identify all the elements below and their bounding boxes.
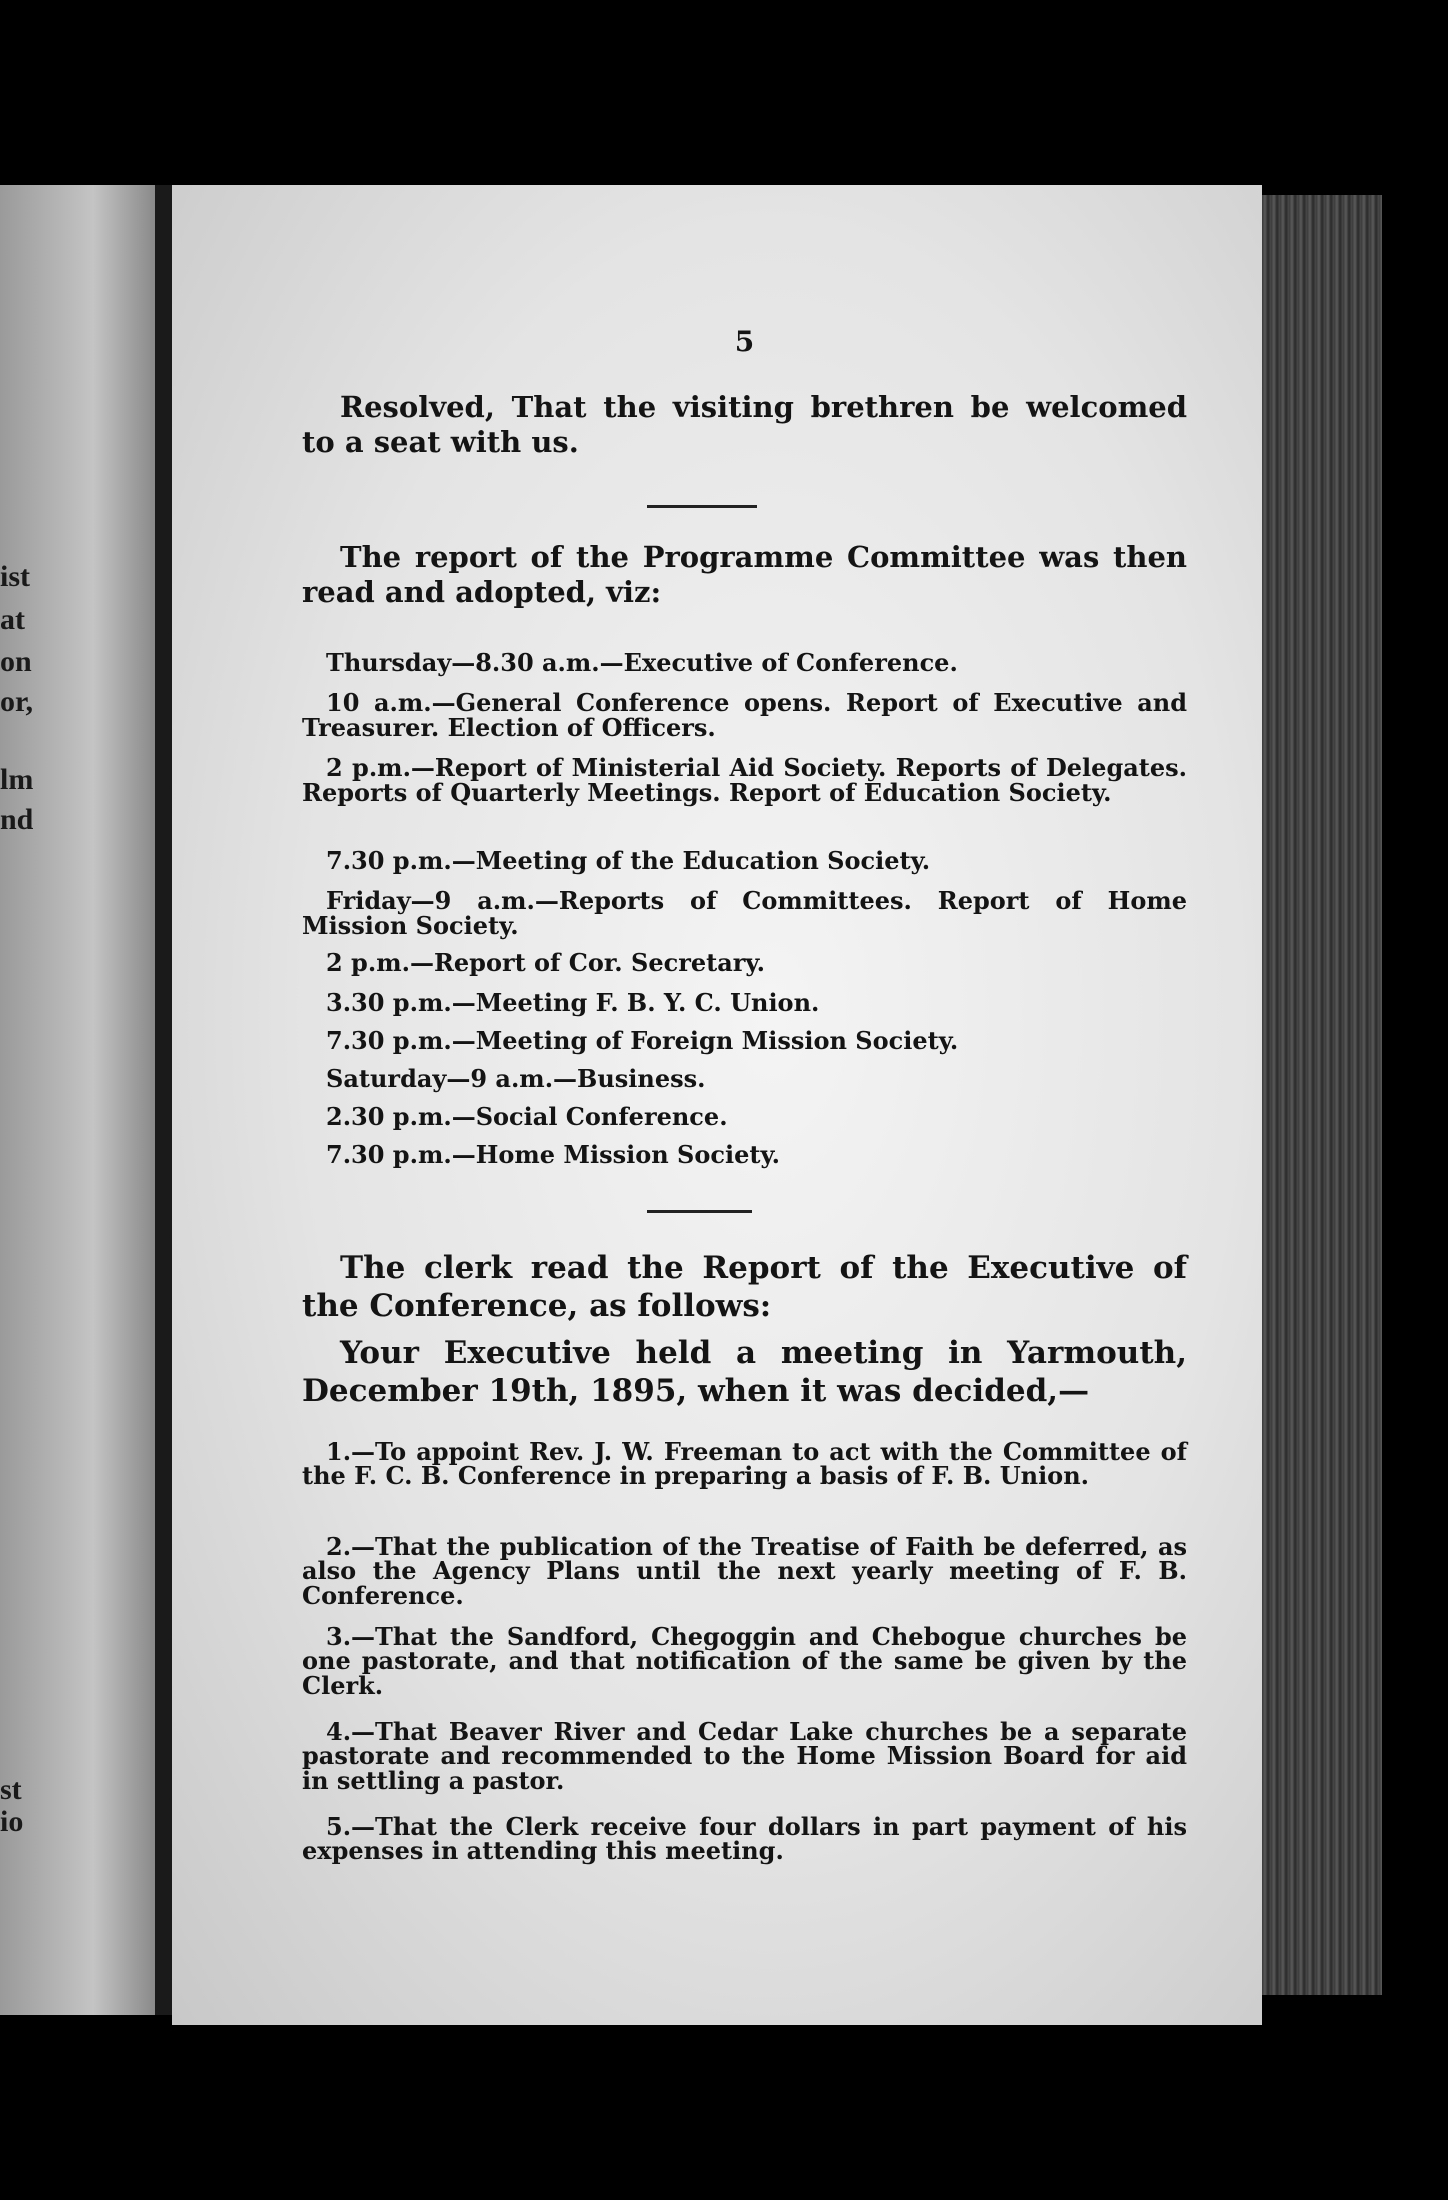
decision-item: 5.—That the Clerk receive four dollars in part payment of his expenses in attending this meeting. [302, 1812, 1187, 1866]
page-stack-edge [1262, 195, 1382, 1995]
schedule-item: Friday—9 a.m.—Reports of Committees. Report of Home Mission Society. [302, 886, 1187, 941]
decision-item: 1.—To appoint Rev. J. W. Freeman to act with the Committee of the F. C. B. Conference in preparing a basis of F. B. Union. [302, 1437, 1187, 1491]
previous-page-fragment: ist [0, 560, 30, 593]
book-page [172, 185, 1262, 2025]
schedule-item: 2 p.m.—Report of Ministerial Aid Society. Reports of Delegates. Reports of Quarterly Meetings. Report of Education Society. [302, 753, 1187, 808]
previous-page-fragment: io [0, 1805, 24, 1838]
page-number: 5 [734, 325, 755, 358]
previous-page-fragment: lm [0, 763, 34, 796]
section-divider [647, 505, 757, 508]
schedule-item: 7.30 p.m.—Meeting of Foreign Mission Society. [326, 1026, 959, 1055]
programme-intro: The report of the Programme Committee was then read and adopted, viz: [302, 540, 1187, 610]
schedule-item: 7.30 p.m.—Home Mission Society. [326, 1140, 781, 1169]
decision-item: 3.—That the Sandford, Chegoggin and Chebogue churches be one pastorate, and that notification of the same be given by the Clerk. [302, 1622, 1187, 1700]
resolution-text: Resolved, That the visiting brethren be welcomed to a seat with us. [302, 390, 1187, 460]
schedule-item: 10 a.m.—General Conference opens. Report of Executive and Treasurer. Election of Officers. [302, 688, 1187, 743]
previous-page-fragment: nd [0, 803, 34, 836]
previous-page-fragment: at [0, 603, 25, 636]
schedule-item: 2 p.m.—Report of Cor. Secretary. [326, 948, 765, 977]
previous-page-fragment: on [0, 645, 32, 678]
executive-meeting: Your Executive held a meeting in Yarmouth, December 19th, 1895, when it was decided,— [302, 1335, 1187, 1409]
executive-intro: The clerk read the Report of the Executive of the Conference, as follows: [302, 1250, 1187, 1324]
decision-item: 2.—That the publication of the Treatise of Faith be deferred, as also the Agency Plans until the next yearly meeting of F. B. Conference. [302, 1532, 1187, 1610]
schedule-item: Saturday—9 a.m.—Business. [326, 1064, 706, 1093]
schedule-item: 2.30 p.m.—Social Conference. [326, 1102, 728, 1131]
schedule-item: Thursday—8.30 a.m.—Executive of Conference. [326, 648, 958, 677]
decision-item: 4.—That Beaver River and Cedar Lake churches be a separate pastorate and recommended to the Home Mission Board for aid in settling a pastor. [302, 1717, 1187, 1795]
previous-page-fragment: st [0, 1773, 22, 1806]
schedule-item: 3.30 p.m.—Meeting F. B. Y. C. Union. [326, 988, 820, 1017]
section-divider [647, 1210, 752, 1213]
schedule-item: 7.30 p.m.—Meeting of the Education Society. [326, 846, 931, 875]
previous-page-edge [0, 185, 155, 2015]
previous-page-fragment: or, [0, 685, 34, 718]
